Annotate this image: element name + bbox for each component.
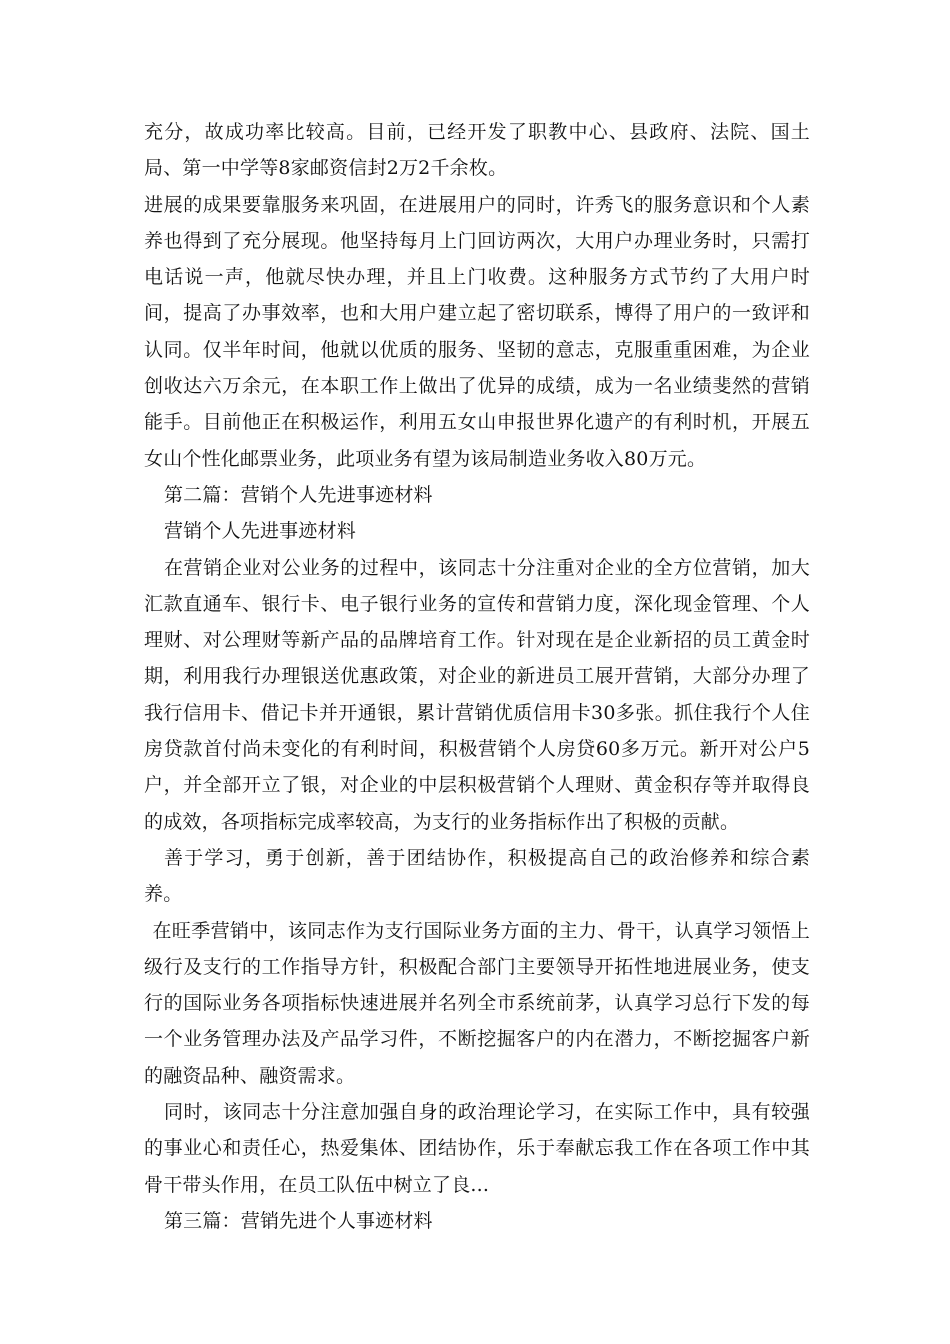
paragraph-peak-season: 在旺季营销中，该同志作为支行国际业务方面的主力、骨干，认真学习领悟上级行及支行的工作指导方针，积极配合部门主要领导开拓性地进展业务，使支行的国际业务各项指标快速进展并名列全市系统前茅，认真学习总行下发的每一个业务管理办法及产品学习件，不断挖掘客户的内在潜力，不断挖掘客户新的融资品种、融资需求。 — [144, 919, 810, 1087]
paragraph-service-consolidation: 进展的成果要靠服务来巩固，在进展用户的同时，许秀飞的服务意识和个人素养也得到了充分展现。他坚持每月上门回访两次，大用户办理业务时，只需打电话说一声，他就尽快办理，并且上门收费。这种服务方式节约了大用户时间，提高了办事效率，也和大用户建立起了密切联系，博得了用户的一致评和认同。仅半年时间，他就以优质的服务、坚韧的意志，克服重重困难，为企业创收达六万余元，在本职工作上做出了优异的成绩，成为一名业绩斐然的营销能手。目前他正在积极运作，利用五女山申报世界化遗产的有利时机，开展五女山个性化邮票业务，此项业务有望为该局制造业务收入80万元。 — [144, 193, 810, 470]
paragraph-political-study: 同时，该同志十分注意加强自身的政治理论学习，在实际工作中，具有较强的事业心和责任心，热爱集体、团结协作，乐于奉献忘我工作在各项工作中其骨干带头作用，在员工队伍中树立了良... — [144, 1101, 810, 1196]
paragraph-corporate-marketing: 在营销企业对公业务的过程中，该同志十分注重对企业的全方位营销，加大汇款直通车、银行卡、电子银行业务的宣传和营销力度，深化现金管理、个人理财、对公理财等新产品的品牌培育工作。针对现在是企业新招的员工黄金时期，利用我行办理银送优惠政策，对企业的新进员工展开营销，大部分办理了我行信用卡、借记卡并开通银，累计营销优质信用卡30多张。抓住我行个人住房贷款首付尚未变化的有利时间，积极营销个人房贷60多万元。新开对公户5户，并全部开立了银，对企业的中层积极营销个人理财、黄金积存等并取得良的成效，各项指标完成率较高，为支行的业务指标作出了积极的贡献。 — [144, 556, 810, 833]
section-subtitle: 营销个人先进事迹材料 — [163, 520, 356, 543]
paragraph-learning: 善于学习，勇于创新，善于团结协作，积极提高自己的政治修养和综合素养。 — [144, 846, 810, 906]
document-body — [144, 114, 810, 1239]
section-heading-part-two: 第二篇：营销个人先进事迹材料 — [163, 483, 433, 506]
section-heading-part-three: 第三篇：营销先进个人事迹材料 — [163, 1209, 433, 1232]
paragraph-postal-results: 充分，故成功率比较高。目前，已经开发了职教中心、县政府、法院、国土局、第一中学等8家邮资信封2万2千余枚。 — [144, 121, 810, 180]
